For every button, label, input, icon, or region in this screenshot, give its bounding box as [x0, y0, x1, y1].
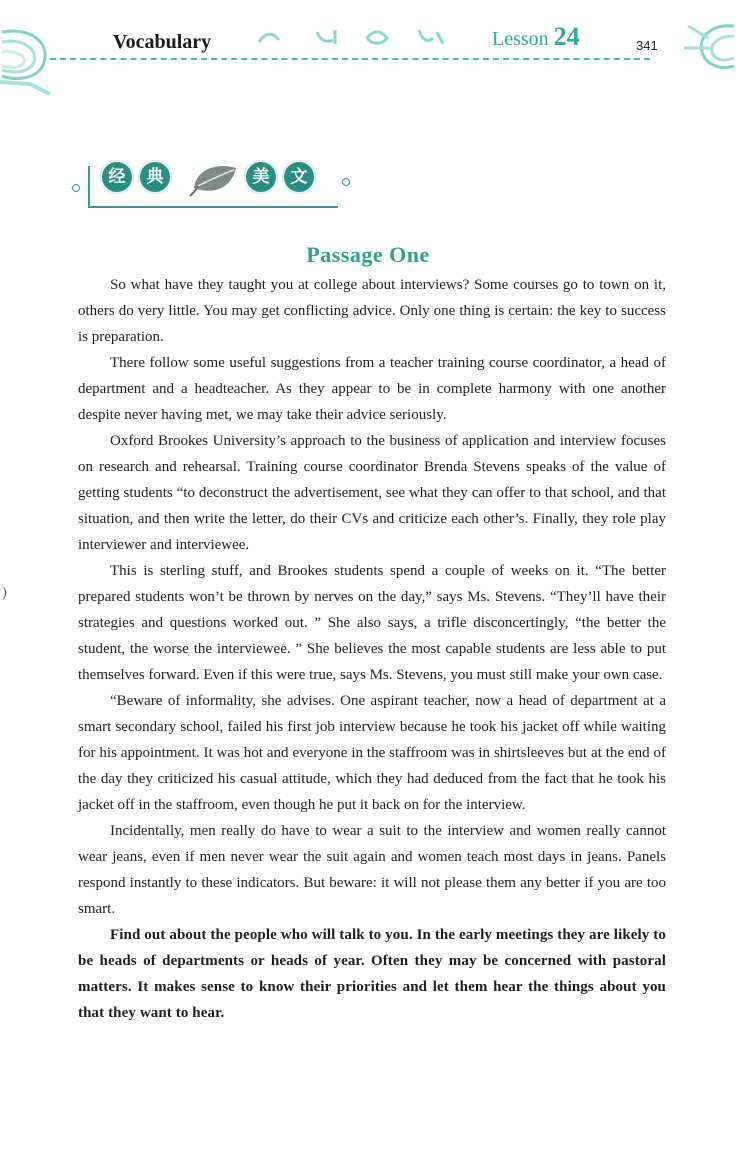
header-divider: [50, 58, 650, 60]
leaf-icon: [186, 158, 242, 202]
paragraph: Incidentally, men really do have to wear a suit to the interview and women really cannot wear jeans, even if men never wear the suit again and women teach most days in jeans. Panels respond instantly to these indicators. But beware: it will not please them any better if you are too smart.: [78, 823, 666, 917]
lesson-label: [492, 22, 580, 52]
wave-ornament-icon: [255, 26, 455, 52]
badge-char: 文: [282, 160, 316, 194]
paragraph: There follow some useful suggestions from a teacher training course coordinator, a head of department and a headteacher. As they appear to be in complete harmony with one another despite never having met, we may take their advice seriously.: [78, 355, 666, 423]
badge-char: 经: [100, 160, 134, 194]
page-number: 341: [636, 38, 658, 53]
passage-body: [78, 272, 666, 1026]
passage-title: Passage One: [306, 242, 430, 267]
badge-dot: [72, 184, 80, 192]
section-title: Vocabulary: [113, 31, 212, 53]
paragraph: “Beware of informality, she advises. One aspirant teacher, now a head of department at a smart secondary school, failed his first job interview because he took his jacket off while waiting for his appointment. It was hot and everyone in the staffroom was in shirtsleeves but at the end of the day they criticized his casual attitude, which they had deduced from the fact that he took his jacket off in the staffroom, even though he put it back on for the interview.: [78, 693, 666, 813]
badge-char: 美: [244, 160, 278, 194]
classic-prose-badge: [66, 150, 362, 214]
swirl-ornament-icon: [672, 18, 736, 88]
page-header: [0, 0, 736, 80]
badge-dot: [342, 178, 350, 186]
paragraph: So what have they taught you at college about interviews? Some courses go to town on it, others do very little. You may get conflicting advice. Only one thing is certain: the key to success is preparation.: [78, 277, 666, 345]
lesson-word: Lesson: [492, 28, 549, 50]
binding-mark: [0, 586, 6, 600]
paragraph: Find out about the people who will talk to you. In the early meetings they are likely to be heads of departments or heads of year. Often they may be concerned with pastoral matters. It makes sense to know their priorities and let them hear the things about you that they want to hear.: [78, 927, 666, 1021]
lesson-number: 24: [553, 22, 580, 51]
badge-char: 典: [138, 160, 172, 194]
paragraph: Oxford Brookes University’s approach to the business of application and interview focuses on research and rehearsal. Training course coordinator Brenda Stevens speaks of the value of getting students “to deconstruct the advertisement, see what they can offer to that school, and that situation, and then write the letter, do their CVs and criticize each other’s. Finally, they role play interviewer and interviewee.: [78, 433, 666, 553]
paragraph: This is sterling stuff, and Brookes students spend a couple of weeks on it. “The better prepared students won’t be thrown by nerves on the day,” says Ms. Stevens. “They’ll have their strategies and questions worked out. ” She also says, a trifle disconcertingly, “the better the student, the worse the interviewee. ” She believes the most capable students are less able to put themselves forward. Even if this were true, says Ms. Stevens, you must still make your own case.: [78, 563, 666, 683]
swirl-ornament-icon: [0, 22, 60, 102]
